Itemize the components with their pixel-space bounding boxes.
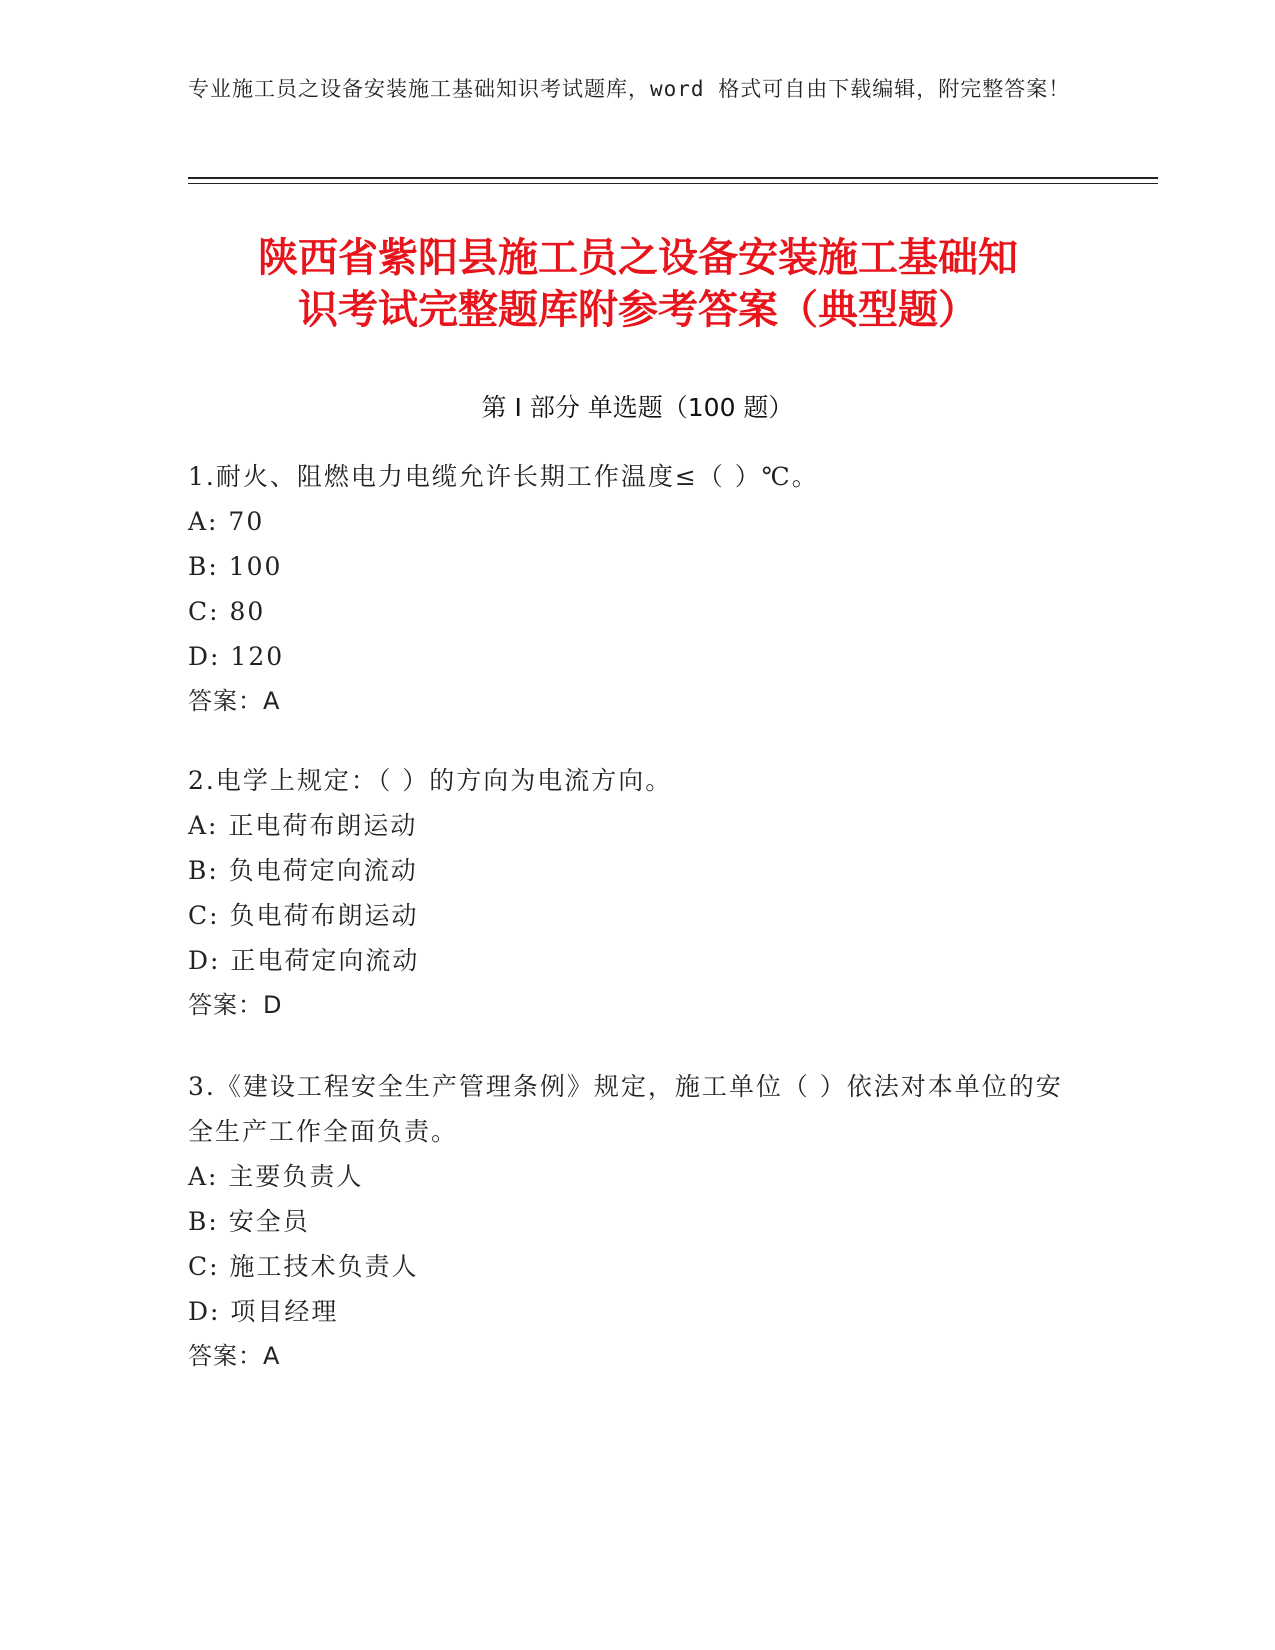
question-option-b: B: 负电荷定向流动: [188, 856, 418, 885]
header-note: 专业施工员之设备安装施工基础知识考试题库，word 格式可自由下载编辑，附完整答案！: [188, 77, 1071, 101]
question-option-c: C: 施工技术负责人: [188, 1252, 419, 1281]
question-option-b: B: 安全员: [188, 1207, 310, 1236]
document-title-line-2: 识考试完整题库附参考答案（典型题）: [298, 287, 978, 333]
section-title: 第 I 部分 单选题（100 题）: [481, 393, 794, 422]
question-option-a: A: 正电荷布朗运动: [188, 811, 418, 840]
question-answer: 答案：A: [188, 687, 281, 715]
question-option-d: D: 正电荷定向流动: [188, 946, 420, 975]
question-stem: 1.耐火、阻燃电力电缆允许长期工作温度≤（ ）℃。: [188, 462, 819, 491]
question-option-b: B: 100: [188, 552, 283, 581]
question-3: [188, 1064, 1088, 1379]
question-1: [188, 454, 1088, 724]
question-stem: 3.《建设工程安全生产管理条例》规定，施工单位（ ）依法对本单位的安全生产工作全面负责。: [188, 1072, 1063, 1146]
document-title: [188, 232, 1088, 336]
question-option-c: C: 80: [188, 597, 266, 626]
question-option-a: A: 70: [188, 507, 265, 536]
question-option-c: C: 负电荷布朗运动: [188, 901, 419, 930]
question-2: [188, 758, 1088, 1028]
header-divider-thin: [188, 183, 1158, 184]
document-title-line-1: 陕西省紫阳县施工员之设备安装施工基础知: [258, 235, 1018, 281]
question-answer: 答案：D: [188, 991, 283, 1019]
question-answer: 答案：A: [188, 1342, 281, 1370]
header-divider-thick: [188, 177, 1158, 179]
question-option-d: D: 项目经理: [188, 1297, 339, 1326]
question-stem: 2.电学上规定：（ ）的方向为电流方向。: [188, 766, 673, 795]
question-option-a: A: 主要负责人: [188, 1162, 364, 1191]
question-option-d: D: 120: [188, 642, 285, 671]
